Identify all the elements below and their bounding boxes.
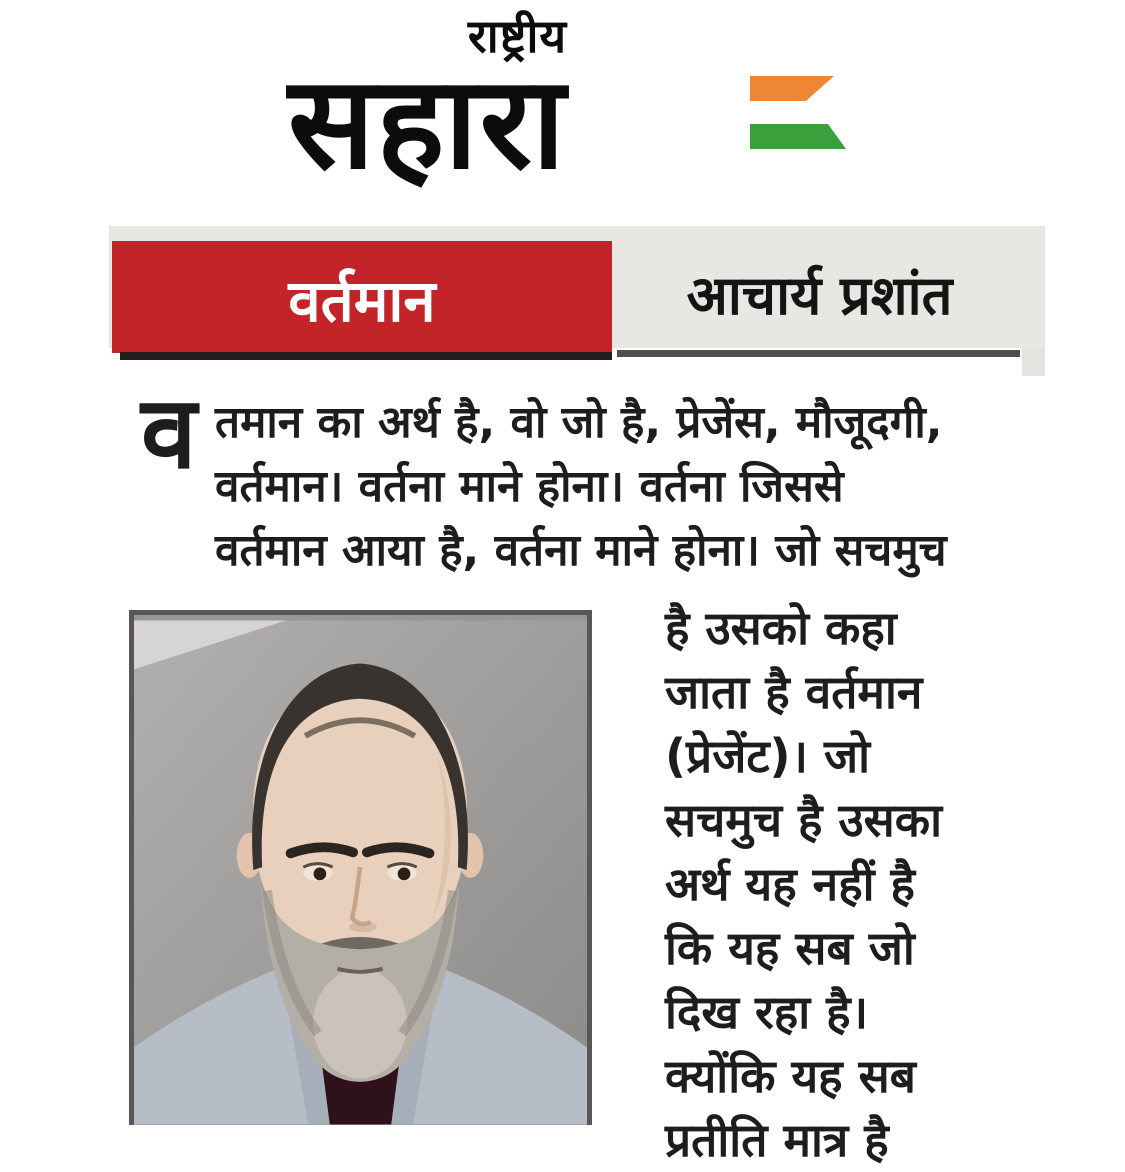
portrait-photo — [129, 610, 592, 1125]
article-line-partial: प्रतीति मात्र है — [665, 1113, 889, 1167]
article-line: वर्तमान आया है, वर्तना माने होना। जो सचमुच — [215, 525, 947, 576]
portrait-illustration — [134, 615, 587, 1125]
article-intro — [215, 391, 947, 583]
tricolor-flag-icon — [750, 76, 846, 150]
banner-underline-right — [617, 350, 1020, 357]
article-line: वर्तमान। वर्तना माने होना। वर्तना जिससे — [215, 461, 844, 512]
article-line: दिख रहा है। — [665, 985, 869, 1039]
banner-underline-left — [120, 352, 612, 360]
article-line: जाता है वर्तमान — [665, 665, 923, 719]
article-line: तमान का अर्थ है, वो जो है, प्रेजेंस, मौजूदगी, — [215, 397, 943, 448]
scan-edge-strip — [1022, 348, 1045, 376]
article-line: कि यह सब जो — [665, 921, 915, 975]
masthead-super-title: राष्ट्रीय — [467, 9, 568, 63]
column-title-banner — [112, 241, 612, 353]
article-line: है उसको कहा — [665, 601, 897, 655]
author-banner — [617, 243, 1022, 343]
article-line: सचमुच है उसका — [665, 793, 943, 847]
masthead-title: सहारा — [288, 49, 568, 198]
article-line: अर्थ यह नहीं है — [665, 857, 915, 911]
article-line: क्योंकि यह सब — [665, 1049, 916, 1103]
article-line: (प्रेजेंट)। जो — [665, 729, 871, 783]
drop-cap: व — [141, 374, 197, 491]
article-wrap-column — [665, 596, 942, 1172]
author-name: आचार्य प्रशांत — [686, 264, 953, 327]
column-title: वर्तमान — [288, 266, 436, 335]
